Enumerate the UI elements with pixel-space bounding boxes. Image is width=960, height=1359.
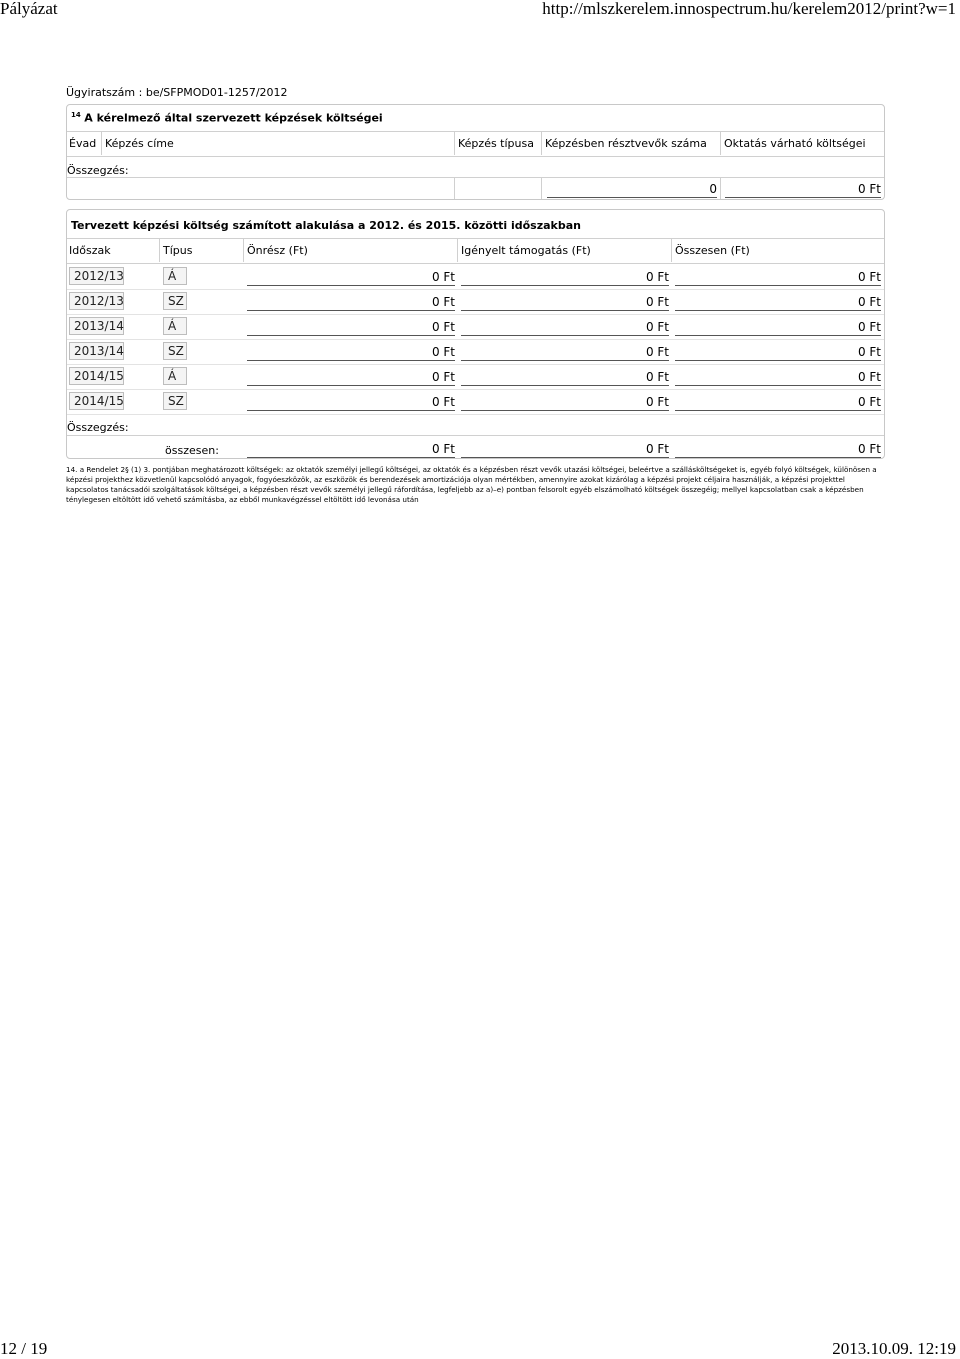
- own-share-value: 0 Ft: [431, 320, 455, 334]
- own-share-value: 0 Ft: [431, 370, 455, 384]
- col-header-participants: Képzésben résztvevők száma: [545, 137, 707, 150]
- summary-participants-value: 0: [709, 182, 717, 196]
- col-header-training-title: Képzés címe: [105, 137, 174, 150]
- col-header-own-share: Önrész (Ft): [247, 244, 308, 257]
- own-share-value: 0 Ft: [431, 395, 455, 409]
- page-footer-datetime: 2013.10.09. 12:19: [832, 1339, 956, 1358]
- total-value: 0 Ft: [857, 270, 881, 284]
- table-row: [67, 264, 884, 289]
- page-header-title: Pályázat: [0, 0, 58, 18]
- requested-value: 0 Ft: [645, 395, 669, 409]
- requested-value: 0 Ft: [645, 345, 669, 359]
- grand-total-own-share: 0 Ft: [431, 442, 455, 456]
- table-row: [67, 314, 884, 339]
- section2-header-row: [67, 238, 884, 264]
- total-value: 0 Ft: [857, 395, 881, 409]
- section2-summary-label: Összegzés:: [67, 421, 129, 434]
- period-field: 2014/15: [69, 367, 124, 385]
- requested-value: 0 Ft: [645, 270, 669, 284]
- total-value: 0 Ft: [857, 320, 881, 334]
- period-field: 2014/15: [69, 392, 124, 410]
- type-field: Á: [163, 367, 187, 385]
- period-field: 2012/13: [69, 292, 124, 310]
- type-field: SZ: [163, 392, 187, 410]
- grand-total-label: összesen:: [165, 444, 219, 457]
- total-value: 0 Ft: [857, 295, 881, 309]
- own-share-value: 0 Ft: [431, 345, 455, 359]
- grand-total-total: 0 Ft: [857, 442, 881, 456]
- table-row: [67, 389, 884, 414]
- training-costs-section: [66, 104, 885, 200]
- requested-value: 0 Ft: [645, 295, 669, 309]
- own-share-value: 0 Ft: [431, 295, 455, 309]
- type-field: Á: [163, 317, 187, 335]
- summary-cost-value: 0 Ft: [857, 182, 881, 196]
- page-header-url: http://mlszkerelem.innospectrum.hu/kerelem2012/print?w=1: [542, 0, 956, 18]
- total-value: 0 Ft: [857, 370, 881, 384]
- planned-cost-section: [66, 209, 885, 459]
- total-value: 0 Ft: [857, 345, 881, 359]
- footnote-text: 14. a Rendelet 2§ (1) 3. pontjában meghatározott költségek: az oktatók személyi jellegű költségei, az oktatók és a képzésben részt vevők utazási költségei, beleértve a szállásköltségeket is, egyéb folyó költségek, különösen a képzési projekthez közvetlenül kapcsolódó anyagok, fogyóeszközök, az eszközök és berendezések amortizációja olyan mértékben, amennyire azokat kizárólag a képzési projekt céljaira használják, a képzési projekttel kapcsolatos tanácsadói szolgáltatások költségei, a képzésben részt vevők személyi jellegű ráfordítása, legfeljebb az a)–e) pontban felsorolt egyéb elszámolható költségek összegéig; mellyel kapcsolatban csak a képzésben ténylegesen eltöltött idő vehető számításba, az ebből munkavégzéssel eltöltött idő levonása után: [66, 465, 877, 504]
- col-header-expected-cost: Oktatás várható költségei: [724, 137, 866, 150]
- section1-header-row: [67, 131, 884, 157]
- page-footer-number: 12 / 19: [0, 1339, 48, 1358]
- col-header-type: Típus: [163, 244, 193, 257]
- col-header-season: Évad: [69, 137, 97, 150]
- footnote-ref: 14: [71, 111, 81, 119]
- table-row: [67, 339, 884, 364]
- table-row: [67, 364, 884, 389]
- document-number: Ügyiratszám : be/SFPMOD01-1257/2012: [66, 86, 288, 99]
- section1-summary-label: Összegzés:: [67, 164, 129, 177]
- type-field: SZ: [163, 342, 187, 360]
- own-share-value: 0 Ft: [431, 270, 455, 284]
- col-header-requested-support: Igényelt támogatás (Ft): [461, 244, 591, 257]
- type-field: Á: [163, 267, 187, 285]
- section2-title: Tervezett képzési költség számított alakulása a 2012. és 2015. közötti időszakban: [71, 219, 581, 232]
- type-field: SZ: [163, 292, 187, 310]
- col-header-period: Időszak: [69, 244, 111, 257]
- period-field: 2013/14: [69, 317, 124, 335]
- section1-title: [71, 111, 383, 125]
- period-field: 2013/14: [69, 342, 124, 360]
- period-field: 2012/13: [69, 267, 124, 285]
- grand-total-requested: 0 Ft: [645, 442, 669, 456]
- table-row: [67, 289, 884, 314]
- requested-value: 0 Ft: [645, 320, 669, 334]
- requested-value: 0 Ft: [645, 370, 669, 384]
- section1-title-text: A kérelmező által szervezett képzések költségei: [84, 111, 383, 125]
- col-header-training-type: Képzés típusa: [458, 137, 534, 150]
- col-header-total: Összesen (Ft): [675, 244, 750, 257]
